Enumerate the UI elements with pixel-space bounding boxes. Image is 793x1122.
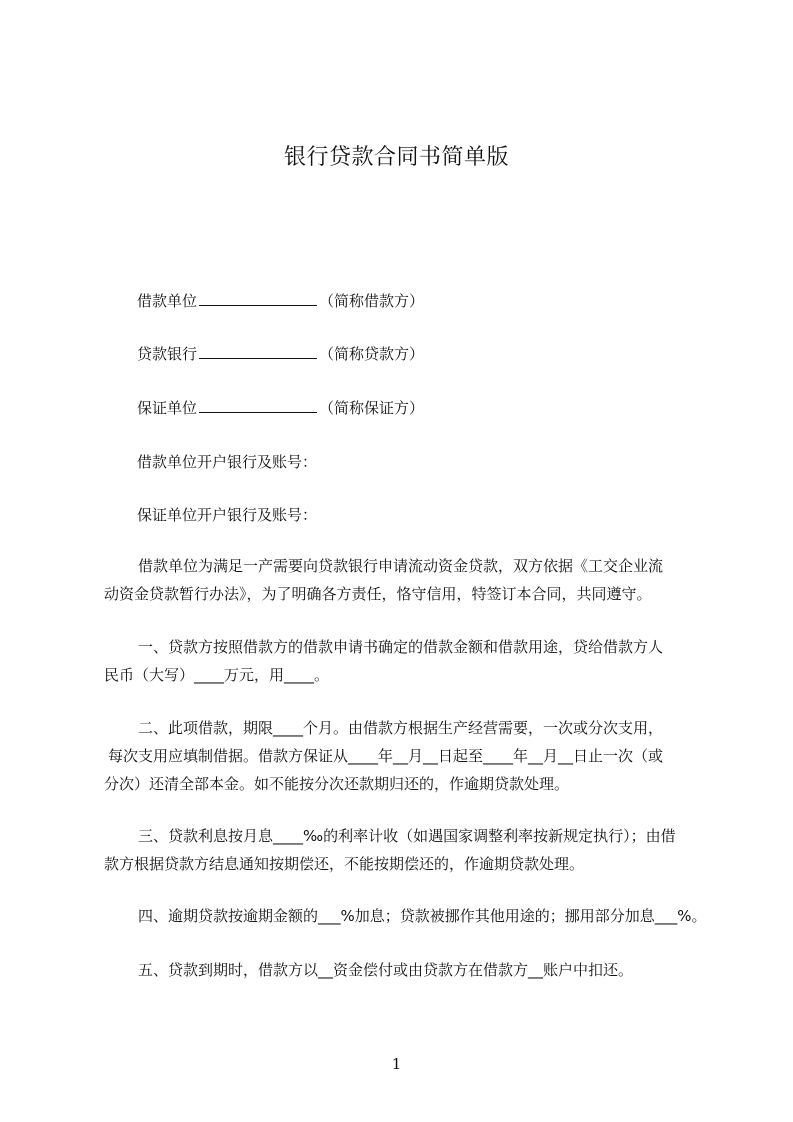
page-number: 1 — [391, 1055, 402, 1073]
intro-line-1: 借款单位为满足一产需要向贷款银行申请流动资金贷款，双方依据《工交企业流 — [138, 557, 664, 575]
clause-2 — [104, 714, 704, 798]
field-guarantor — [137, 397, 424, 419]
field-borrower-label: 借款单位 — [137, 292, 198, 310]
clause-2-line-2: 每次支用应填制借据。借款方保证从____年__月__日起至____年__月__日止一次（或 — [108, 747, 664, 765]
intro-paragraph — [104, 552, 704, 608]
clause-3 — [104, 822, 704, 878]
document-title: 银行贷款合同书简单版 — [283, 145, 509, 170]
field-lender-label: 贷款银行 — [137, 345, 198, 363]
clause-2-line-3: 分次）还清全部本金。如不能按分次还款期归还的，作逾期贷款处理。 — [104, 775, 570, 793]
field-lender — [137, 343, 424, 365]
field-guarantor-suffix: （简称保证方） — [319, 399, 425, 417]
clause-1 — [104, 633, 704, 689]
clause-4 — [104, 902, 707, 930]
clause-1-line-2: 民币（大写）____万元，用____。 — [104, 666, 330, 684]
field-guarantor-blank — [199, 397, 317, 413]
clause-2-line-1: 二、此项借款，期限____个月。由借款方根据生产经营需要，一次或分次支用， — [138, 719, 664, 737]
clause-3-line-1: 三、贷款利息按月息____‰的利率计收（如遇国家调整利率按新规定执行）；由借 — [138, 827, 676, 845]
clause-3-line-2: 款方根据贷款方结息通知按期偿还，不能按期偿还的，作逾期贷款处理。 — [104, 855, 585, 873]
field-guarantor-label: 保证单位 — [137, 399, 198, 417]
field-borrower-bank-account: 借款单位开户银行及账号： — [137, 453, 318, 471]
field-borrower-suffix: （简称借款方） — [319, 292, 425, 310]
field-lender-blank — [199, 343, 317, 359]
clause-4-line-1: 四、逾期贷款按逾期金额的___%加息；贷款被挪作其他用途的；挪用部分加息___%。 — [138, 907, 707, 925]
field-borrower-blank — [199, 290, 317, 306]
clause-1-line-1: 一、贷款方按照借款方的借款申请书确定的借款金额和借款用途，贷给借款方人 — [138, 638, 664, 656]
field-lender-suffix: （简称贷款方） — [319, 345, 425, 363]
field-guarantor-bank-account: 保证单位开户银行及账号： — [137, 506, 318, 524]
field-borrower — [137, 290, 424, 312]
clause-5 — [104, 956, 704, 984]
intro-line-2: 动资金贷款暂行办法》，为了明确各方责任，恪守信用，特签订本合同，共同遵守。 — [104, 585, 652, 603]
clause-5-line-1: 五、贷款到期时，借款方以__资金偿付或由贷款方在借款方__账户中扣还。 — [138, 961, 634, 979]
